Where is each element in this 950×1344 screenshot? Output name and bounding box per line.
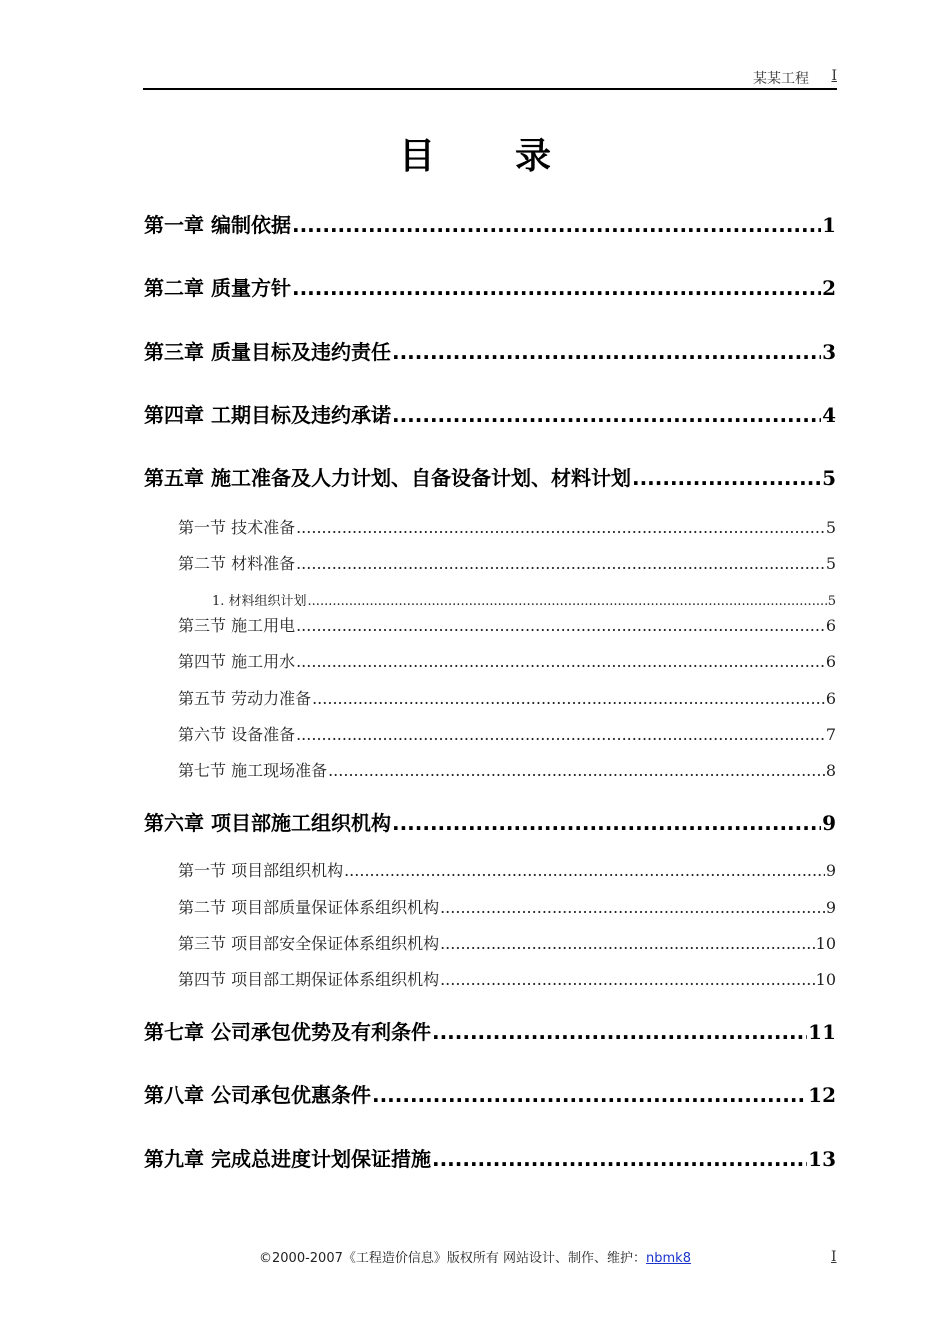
toc-entry-section-5-6[interactable]: 第六节 设备准备 ..... 7	[178, 722, 836, 744]
toc-entry-section-5-2[interactable]: 第二节 材料准备 ..... 5	[178, 551, 836, 573]
footer-page-number: I	[831, 1249, 837, 1265]
footer-copyright: ©2000-2007《工程造价信息》版权所有 网站设计、制作、维护：	[259, 1251, 647, 1266]
toc-entry-chapter-4[interactable]: 第四章 工期目标及违约承诺 ..... 4	[144, 399, 836, 427]
header-page-number: I	[831, 68, 837, 84]
toc-entry-section-6-2[interactable]: 第二节 项目部质量保证体系组织机构 ..... 9	[178, 895, 836, 917]
toc-entry-section-5-3[interactable]: 第三节 施工用电 ..... 6	[178, 613, 836, 635]
toc-entry-section-5-1[interactable]: 第一节 技术准备 ..... 5	[178, 515, 836, 537]
page-header	[143, 66, 837, 90]
toc-entry-section-6-4[interactable]: 第四节 项目部工期保证体系组织机构 ..... 10	[178, 967, 836, 989]
toc-entry-chapter-2[interactable]: 第二章 质量方针 ..... 2	[144, 272, 836, 300]
toc-entry-chapter-6[interactable]: 第六章 项目部施工组织机构 ..... 9	[144, 807, 836, 835]
toc-entry-chapter-3[interactable]: 第三章 质量目标及违约责任 ..... 3	[144, 336, 836, 364]
toc-entry-section-5-5[interactable]: 第五节 劳动力准备 ..... 6	[178, 686, 836, 708]
toc-entry-section-5-7[interactable]: 第七节 施工现场准备 ..... 8	[178, 758, 836, 780]
toc-entry-section-5-4[interactable]: 第四节 施工用水 ..... 6	[178, 649, 836, 671]
footer-link[interactable]: nbmk8	[646, 1251, 691, 1266]
toc-entry-chapter-9[interactable]: 第九章 完成总进度计划保证措施 ..... 13	[144, 1143, 836, 1171]
toc-entry-subsection-5-2-1[interactable]: 1. 材料组织计划 ..... 5	[212, 590, 836, 608]
toc-entry-section-6-3[interactable]: 第三节 项目部安全保证体系组织机构 ..... 10	[178, 931, 836, 953]
toc-entry-section-6-1[interactable]: 第一节 项目部组织机构 ..... 9	[178, 858, 836, 880]
toc-entry-chapter-7[interactable]: 第七章 公司承包优势及有利条件 ..... 11	[144, 1016, 836, 1044]
toc-entry-chapter-5[interactable]: 第五章 施工准备及人力计划、自备设备计划、材料计划 ..... 5	[144, 462, 836, 490]
header-title: 某某工程	[753, 71, 809, 87]
toc-entry-chapter-8[interactable]: 第八章 公司承包优惠条件 ..... 12	[144, 1079, 836, 1107]
toc-entry-chapter-1[interactable]: 第一章 编制依据 ..... 1	[144, 209, 836, 237]
document-title: 目录	[398, 136, 631, 177]
page-footer	[0, 1247, 950, 1266]
